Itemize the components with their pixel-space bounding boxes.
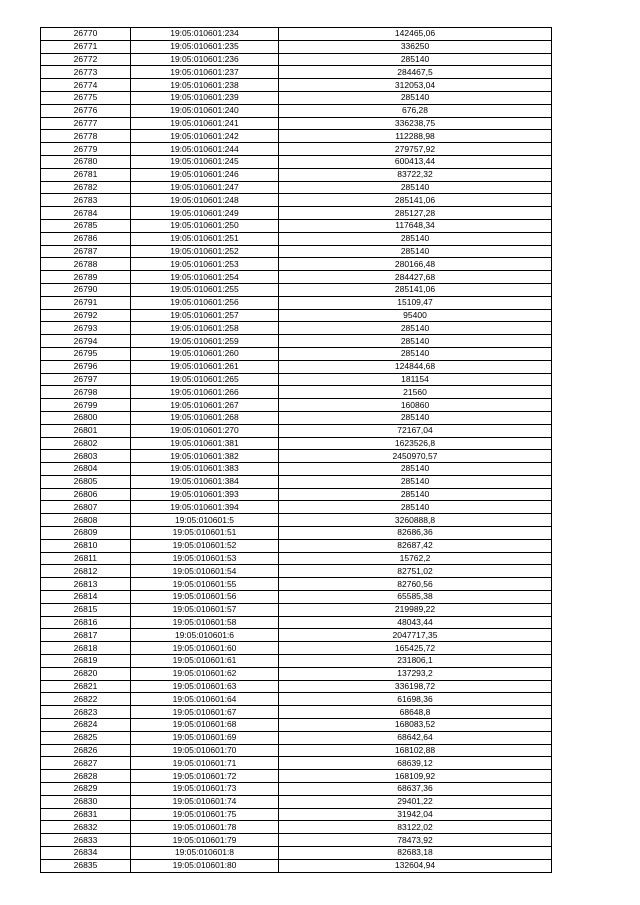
row-number-cell: 26813 (41, 578, 131, 591)
value-cell: 285140 (279, 411, 552, 424)
row-number-cell: 26835 (41, 859, 131, 872)
value-cell: 285140 (279, 347, 552, 360)
cadastral-number-cell: 19:05:010601:79 (131, 834, 279, 847)
row-number-cell: 26789 (41, 271, 131, 284)
value-cell: 29401,22 (279, 795, 552, 808)
row-number-cell: 26829 (41, 783, 131, 796)
value-cell: 285141,06 (279, 283, 552, 296)
cadastral-number-cell: 19:05:010601:68 (131, 719, 279, 732)
row-number-cell: 26792 (41, 309, 131, 322)
cadastral-number-cell: 19:05:010601:242 (131, 130, 279, 143)
table-row (41, 309, 552, 322)
cadastral-number-cell: 19:05:010601:247 (131, 181, 279, 194)
cadastral-number-cell: 19:05:010601:54 (131, 565, 279, 578)
table-row (41, 155, 552, 168)
value-cell: 279757,92 (279, 143, 552, 156)
row-number-cell: 26814 (41, 591, 131, 604)
table-row (41, 629, 552, 642)
cadastral-number-cell: 19:05:010601:64 (131, 693, 279, 706)
cadastral-number-cell: 19:05:010601:51 (131, 527, 279, 540)
cadastral-number-cell: 19:05:010601:258 (131, 322, 279, 335)
row-number-cell: 26832 (41, 821, 131, 834)
table-row (41, 168, 552, 181)
table-row (41, 731, 552, 744)
row-number-cell: 26806 (41, 488, 131, 501)
row-number-cell: 26796 (41, 360, 131, 373)
value-cell: 160860 (279, 399, 552, 412)
row-number-cell: 26770 (41, 28, 131, 41)
data-table (40, 27, 552, 873)
cadastral-number-cell: 19:05:010601:251 (131, 232, 279, 245)
table-row (41, 603, 552, 616)
value-cell: 165425,72 (279, 642, 552, 655)
value-cell: 124844,68 (279, 360, 552, 373)
value-cell: 676,28 (279, 104, 552, 117)
value-cell: 285140 (279, 463, 552, 476)
table-row (41, 552, 552, 565)
table-row (41, 335, 552, 348)
cadastral-number-cell: 19:05:010601:52 (131, 539, 279, 552)
cadastral-number-cell: 19:05:010601:265 (131, 373, 279, 386)
cadastral-number-cell: 19:05:010601:244 (131, 143, 279, 156)
cadastral-number-cell: 19:05:010601:270 (131, 424, 279, 437)
value-cell: 285140 (279, 181, 552, 194)
table-row (41, 130, 552, 143)
value-cell: 61698,36 (279, 693, 552, 706)
value-cell: 219989,22 (279, 603, 552, 616)
table-row (41, 539, 552, 552)
table-row (41, 181, 552, 194)
cadastral-number-cell: 19:05:010601:58 (131, 616, 279, 629)
value-cell: 82760,56 (279, 578, 552, 591)
row-number-cell: 26787 (41, 245, 131, 258)
value-cell: 68642,64 (279, 731, 552, 744)
row-number-cell: 26805 (41, 475, 131, 488)
table-row (41, 117, 552, 130)
cadastral-number-cell: 19:05:010601:75 (131, 808, 279, 821)
table-body (41, 28, 552, 873)
row-number-cell: 26801 (41, 424, 131, 437)
cadastral-number-cell: 19:05:010601:70 (131, 744, 279, 757)
value-cell: 112288,98 (279, 130, 552, 143)
row-number-cell: 26808 (41, 514, 131, 527)
row-number-cell: 26828 (41, 770, 131, 783)
table-row (41, 795, 552, 808)
table-row (41, 79, 552, 92)
table-row (41, 283, 552, 296)
row-number-cell: 26781 (41, 168, 131, 181)
value-cell: 280166,48 (279, 258, 552, 271)
row-number-cell: 26802 (41, 437, 131, 450)
value-cell: 312053,04 (279, 79, 552, 92)
cadastral-number-cell: 19:05:010601:62 (131, 667, 279, 680)
value-cell: 15109,47 (279, 296, 552, 309)
table-row (41, 808, 552, 821)
table-row (41, 591, 552, 604)
row-number-cell: 26811 (41, 552, 131, 565)
cadastral-number-cell: 19:05:010601:248 (131, 194, 279, 207)
value-cell: 285140 (279, 488, 552, 501)
cadastral-number-cell: 19:05:010601:60 (131, 642, 279, 655)
row-number-cell: 26778 (41, 130, 131, 143)
row-number-cell: 26786 (41, 232, 131, 245)
value-cell: 168109,92 (279, 770, 552, 783)
table-row (41, 770, 552, 783)
value-cell: 2450970,57 (279, 450, 552, 463)
cadastral-number-cell: 19:05:010601:6 (131, 629, 279, 642)
value-cell: 3260888,8 (279, 514, 552, 527)
row-number-cell: 26793 (41, 322, 131, 335)
value-cell: 142465,06 (279, 28, 552, 41)
table-row (41, 271, 552, 284)
cadastral-number-cell: 19:05:010601:55 (131, 578, 279, 591)
cadastral-number-cell: 19:05:010601:235 (131, 40, 279, 53)
cadastral-number-cell: 19:05:010601:250 (131, 219, 279, 232)
table-row (41, 258, 552, 271)
cadastral-number-cell: 19:05:010601:240 (131, 104, 279, 117)
table-row (41, 322, 552, 335)
cadastral-number-cell: 19:05:010601:72 (131, 770, 279, 783)
table-row (41, 783, 552, 796)
cadastral-number-cell: 19:05:010601:257 (131, 309, 279, 322)
row-number-cell: 26825 (41, 731, 131, 744)
row-number-cell: 26785 (41, 219, 131, 232)
table-row (41, 693, 552, 706)
value-cell: 284467,5 (279, 66, 552, 79)
value-cell: 2047717,35 (279, 629, 552, 642)
table-row (41, 578, 552, 591)
value-cell: 231806,1 (279, 655, 552, 668)
row-number-cell: 26790 (41, 283, 131, 296)
cadastral-number-cell: 19:05:010601:237 (131, 66, 279, 79)
row-number-cell: 26807 (41, 501, 131, 514)
cadastral-number-cell: 19:05:010601:249 (131, 207, 279, 220)
table-row (41, 360, 552, 373)
cadastral-number-cell: 19:05:010601:53 (131, 552, 279, 565)
cadastral-number-cell: 19:05:010601:246 (131, 168, 279, 181)
cadastral-number-cell: 19:05:010601:260 (131, 347, 279, 360)
row-number-cell: 26800 (41, 411, 131, 424)
cadastral-number-cell: 19:05:010601:384 (131, 475, 279, 488)
table-row (41, 834, 552, 847)
cadastral-number-cell: 19:05:010601:241 (131, 117, 279, 130)
row-number-cell: 26777 (41, 117, 131, 130)
cadastral-number-cell: 19:05:010601:74 (131, 795, 279, 808)
table-row (41, 706, 552, 719)
row-number-cell: 26798 (41, 386, 131, 399)
cadastral-number-cell: 19:05:010601:57 (131, 603, 279, 616)
table-row (41, 847, 552, 860)
cadastral-number-cell: 19:05:010601:5 (131, 514, 279, 527)
table-row (41, 66, 552, 79)
value-cell: 65585,38 (279, 591, 552, 604)
value-cell: 137293,2 (279, 667, 552, 680)
row-number-cell: 26833 (41, 834, 131, 847)
row-number-cell: 26815 (41, 603, 131, 616)
value-cell: 15762,2 (279, 552, 552, 565)
row-number-cell: 26826 (41, 744, 131, 757)
value-cell: 78473,92 (279, 834, 552, 847)
table-row (41, 437, 552, 450)
value-cell: 336198,72 (279, 680, 552, 693)
row-number-cell: 26821 (41, 680, 131, 693)
cadastral-number-cell: 19:05:010601:381 (131, 437, 279, 450)
cadastral-number-cell: 19:05:010601:383 (131, 463, 279, 476)
cadastral-number-cell: 19:05:010601:254 (131, 271, 279, 284)
cadastral-number-cell: 19:05:010601:382 (131, 450, 279, 463)
value-cell: 168083,52 (279, 719, 552, 732)
value-cell: 285141,06 (279, 194, 552, 207)
row-number-cell: 26788 (41, 258, 131, 271)
value-cell: 285140 (279, 53, 552, 66)
row-number-cell: 26804 (41, 463, 131, 476)
row-number-cell: 26831 (41, 808, 131, 821)
table-row (41, 616, 552, 629)
cadastral-number-cell: 19:05:010601:266 (131, 386, 279, 399)
table-row (41, 488, 552, 501)
cadastral-number-cell: 19:05:010601:78 (131, 821, 279, 834)
row-number-cell: 26795 (41, 347, 131, 360)
cadastral-number-cell: 19:05:010601:63 (131, 680, 279, 693)
row-number-cell: 26774 (41, 79, 131, 92)
value-cell: 336250 (279, 40, 552, 53)
table-row (41, 386, 552, 399)
row-number-cell: 26772 (41, 53, 131, 66)
row-number-cell: 26834 (41, 847, 131, 860)
value-cell: 285140 (279, 335, 552, 348)
row-number-cell: 26809 (41, 527, 131, 540)
table-row (41, 296, 552, 309)
row-number-cell: 26830 (41, 795, 131, 808)
row-number-cell: 26783 (41, 194, 131, 207)
value-cell: 83722,32 (279, 168, 552, 181)
table-row (41, 463, 552, 476)
value-cell: 95400 (279, 309, 552, 322)
table-row (41, 40, 552, 53)
cadastral-number-cell: 19:05:010601:261 (131, 360, 279, 373)
row-number-cell: 26817 (41, 629, 131, 642)
cadastral-number-cell: 19:05:010601:268 (131, 411, 279, 424)
value-cell: 31942,04 (279, 808, 552, 821)
cadastral-number-cell: 19:05:010601:8 (131, 847, 279, 860)
row-number-cell: 26799 (41, 399, 131, 412)
table-row (41, 373, 552, 386)
value-cell: 336238,75 (279, 117, 552, 130)
value-cell: 82687,42 (279, 539, 552, 552)
row-number-cell: 26776 (41, 104, 131, 117)
table-row (41, 757, 552, 770)
table-row (41, 194, 552, 207)
table-row (41, 347, 552, 360)
cadastral-number-cell: 19:05:010601:61 (131, 655, 279, 668)
row-number-cell: 26820 (41, 667, 131, 680)
table-row (41, 53, 552, 66)
value-cell: 21560 (279, 386, 552, 399)
value-cell: 285140 (279, 475, 552, 488)
cadastral-number-cell: 19:05:010601:393 (131, 488, 279, 501)
row-number-cell: 26822 (41, 693, 131, 706)
cadastral-number-cell: 19:05:010601:394 (131, 501, 279, 514)
table-row (41, 719, 552, 732)
row-number-cell: 26784 (41, 207, 131, 220)
table-row (41, 28, 552, 41)
cadastral-number-cell: 19:05:010601:56 (131, 591, 279, 604)
row-number-cell: 26816 (41, 616, 131, 629)
value-cell: 181154 (279, 373, 552, 386)
value-cell: 285140 (279, 232, 552, 245)
value-cell: 285140 (279, 91, 552, 104)
cadastral-number-cell: 19:05:010601:255 (131, 283, 279, 296)
cadastral-number-cell: 19:05:010601:234 (131, 28, 279, 41)
table-row (41, 219, 552, 232)
table-row (41, 565, 552, 578)
value-cell: 1623526,8 (279, 437, 552, 450)
table-row (41, 680, 552, 693)
row-number-cell: 26818 (41, 642, 131, 655)
cadastral-number-cell: 19:05:010601:253 (131, 258, 279, 271)
table-row (41, 424, 552, 437)
table-row (41, 232, 552, 245)
cadastral-number-cell: 19:05:010601:236 (131, 53, 279, 66)
value-cell: 168102,88 (279, 744, 552, 757)
table-row (41, 91, 552, 104)
cadastral-number-cell: 19:05:010601:259 (131, 335, 279, 348)
value-cell: 68639,12 (279, 757, 552, 770)
cadastral-number-cell: 19:05:010601:245 (131, 155, 279, 168)
row-number-cell: 26791 (41, 296, 131, 309)
cadastral-number-cell: 19:05:010601:256 (131, 296, 279, 309)
value-cell: 285140 (279, 501, 552, 514)
row-number-cell: 26803 (41, 450, 131, 463)
table-row (41, 143, 552, 156)
value-cell: 48043,44 (279, 616, 552, 629)
table-row (41, 399, 552, 412)
table-row (41, 667, 552, 680)
value-cell: 117648,34 (279, 219, 552, 232)
row-number-cell: 26780 (41, 155, 131, 168)
row-number-cell: 26797 (41, 373, 131, 386)
value-cell: 82683,18 (279, 847, 552, 860)
table-row (41, 514, 552, 527)
row-number-cell: 26819 (41, 655, 131, 668)
row-number-cell: 26824 (41, 719, 131, 732)
value-cell: 285127,28 (279, 207, 552, 220)
value-cell: 68648,8 (279, 706, 552, 719)
cadastral-number-cell: 19:05:010601:267 (131, 399, 279, 412)
table-row (41, 859, 552, 872)
row-number-cell: 26773 (41, 66, 131, 79)
table-row (41, 744, 552, 757)
value-cell: 72167,04 (279, 424, 552, 437)
cadastral-number-cell: 19:05:010601:73 (131, 783, 279, 796)
value-cell: 82686,36 (279, 527, 552, 540)
value-cell: 68637,36 (279, 783, 552, 796)
table-row (41, 501, 552, 514)
row-number-cell: 26823 (41, 706, 131, 719)
table-row (41, 450, 552, 463)
row-number-cell: 26779 (41, 143, 131, 156)
cadastral-number-cell: 19:05:010601:69 (131, 731, 279, 744)
value-cell: 285140 (279, 245, 552, 258)
cadastral-number-cell: 19:05:010601:252 (131, 245, 279, 258)
value-cell: 600413,44 (279, 155, 552, 168)
cadastral-number-cell: 19:05:010601:80 (131, 859, 279, 872)
cadastral-number-cell: 19:05:010601:71 (131, 757, 279, 770)
row-number-cell: 26812 (41, 565, 131, 578)
cadastral-number-cell: 19:05:010601:67 (131, 706, 279, 719)
value-cell: 132604,94 (279, 859, 552, 872)
row-number-cell: 26771 (41, 40, 131, 53)
table-row (41, 411, 552, 424)
cadastral-number-cell: 19:05:010601:238 (131, 79, 279, 92)
row-number-cell: 26782 (41, 181, 131, 194)
row-number-cell: 26775 (41, 91, 131, 104)
value-cell: 82751,02 (279, 565, 552, 578)
value-cell: 284427,68 (279, 271, 552, 284)
table-row (41, 207, 552, 220)
row-number-cell: 26827 (41, 757, 131, 770)
table-row (41, 475, 552, 488)
row-number-cell: 26810 (41, 539, 131, 552)
table-row (41, 642, 552, 655)
row-number-cell: 26794 (41, 335, 131, 348)
cadastral-number-cell: 19:05:010601:239 (131, 91, 279, 104)
value-cell: 285140 (279, 322, 552, 335)
table-row (41, 245, 552, 258)
value-cell: 83122,02 (279, 821, 552, 834)
table-row (41, 527, 552, 540)
table-row (41, 104, 552, 117)
table-row (41, 655, 552, 668)
table-row (41, 821, 552, 834)
